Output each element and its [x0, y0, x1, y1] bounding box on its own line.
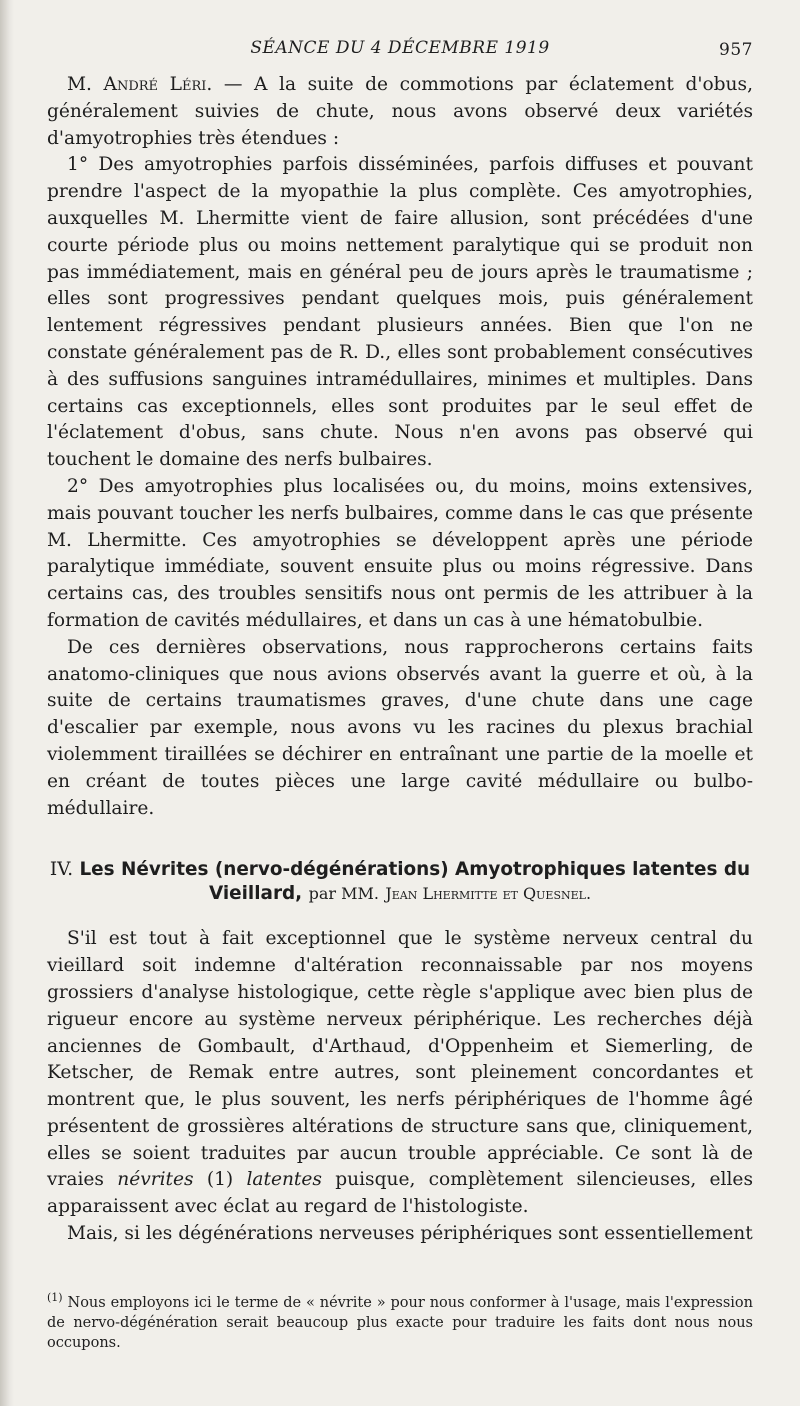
footnote-text: Nous employons ici le terme de « névrite » pour nous conformer à l'usage, mais l'expression de nervo-dégénération serait beaucoup plus exacte pour traduire les faits dont nous nous occupons.	[47, 1294, 753, 1351]
paragraph-amyotrophies-2: 2° Des amyotrophies plus localisées ou, du moins, moins extensives, mais pouvant toucher les nerfs bulbaires, comme dans le cas que présente M. Lhermitte. Ces amyotrophies se développent après une période paralytique immédiate, souvent ensuite plus ou moins régressive. Dans certains cas, des troubles sensitifs nous ont permis de les attribuer à la formation de cavités médullaires, et dans un cas à une hématobulbie.	[47, 475, 753, 631]
running-head	[47, 38, 753, 72]
paragraph-nevrites-text: S'il est tout à fait exceptionnel que le système nerveux central du vieillard soit indemne d'altération reconnaissable par nos moyens grossiers d'analyse histologique, cette règle s'applique avec bien plus de rigueur encore au système nerveux périphérique. Les recherches déjà anciennes de Gombault, d'Arthaud, d'Oppenheim et Siemerling, de Ketscher, de Remak entre autres, sont pleinement concordantes et montrent que, le plus souvent, les nerfs périphériques de l'homme âgé présentent de grossières altérations de structure sans que, cliniquement, elles se soient traduites par aucun trouble appréciable. Ce sont là de vraies	[47, 928, 753, 1191]
section-authors: Jean Lhermitte et Quesnel.	[385, 884, 592, 904]
page-number: 957	[719, 40, 753, 60]
section-title: Les Névrites (nervo-dégénérations) Amyotrophiques latentes du Vieillard,	[79, 859, 751, 905]
emphasis-nevrites: névrites	[117, 1169, 194, 1191]
paragraph-leri-intro	[47, 72, 753, 152]
section-leri	[47, 72, 753, 822]
running-title: SÉANCE DU 4 DÉCEMBRE 1919	[250, 38, 550, 58]
paragraph-observations: De ces dernières observations, nous rapprocherons certains faits anatomo-cliniques que nous avions observés avant la guerre et où, à la suite de certains traumatismes graves, d'une chute dans une cage d'escalier par exemple, nous avons vu les racines du plexus brachial violemment tiraillées se déchirer en entraînant une partie de la moelle et en créant de toutes pièces une large cavité médullaire ou bulbo-médullaire.	[47, 636, 753, 819]
section-numeral: IV.	[49, 859, 74, 881]
paragraph-amyotrophies-1: 1° Des amyotrophies parfois disséminées, parfois diffuses et pouvant prendre l'aspect de la myopathie la plus complète. Ces amyotrophies, auxquelles M. Lhermitte vient de faire allusion, sont précédées d'une courte période plus ou moins nettement paralytique qui se produit non pas immédiatement, mais en général peu de jours après le traumatisme ; elles sont progressives pendant quelques mois, puis généralement lentement régressives pendant plusieurs années. Bien que l'on ne constate généralement pas de R. D., elles sont probablement consécutives à des suffusions sanguines intramédullaires, minimes et multiples. Dans certains cas exceptionnels, elles sont produites par le seul effet de l'éclatement d'obus, sans chute. Nous n'en avons pas observé qui touchent le domaine des nerfs bulbaires.	[47, 154, 753, 471]
section-heading	[47, 858, 753, 906]
section-nevrites	[47, 926, 753, 1248]
footnote-marker: (1)	[47, 1290, 63, 1304]
paragraph-nevrites-end: puisque, complètement silencieuses, elles apparaissent avec éclat au regard de l'histologiste.	[47, 1169, 753, 1218]
paragraph-leri-intro-text: — A la suite de commotions par éclatement d'obus, généralement suivies de chute, nous avons observé deux variétés d'amyotrophies très étendues :	[47, 74, 753, 149]
author-name: M. André Léri.	[67, 74, 213, 95]
footnote-reference: (1)	[193, 1169, 247, 1191]
paragraph-degenerations: Mais, si les dégénérations nerveuses périphériques sont essentiellement	[67, 1223, 753, 1245]
emphasis-latentes: latentes	[246, 1169, 322, 1191]
section-authors-prefix: par MM.	[308, 884, 379, 904]
paragraph-nevrites-intro	[47, 926, 753, 1221]
footnote	[47, 1288, 753, 1353]
